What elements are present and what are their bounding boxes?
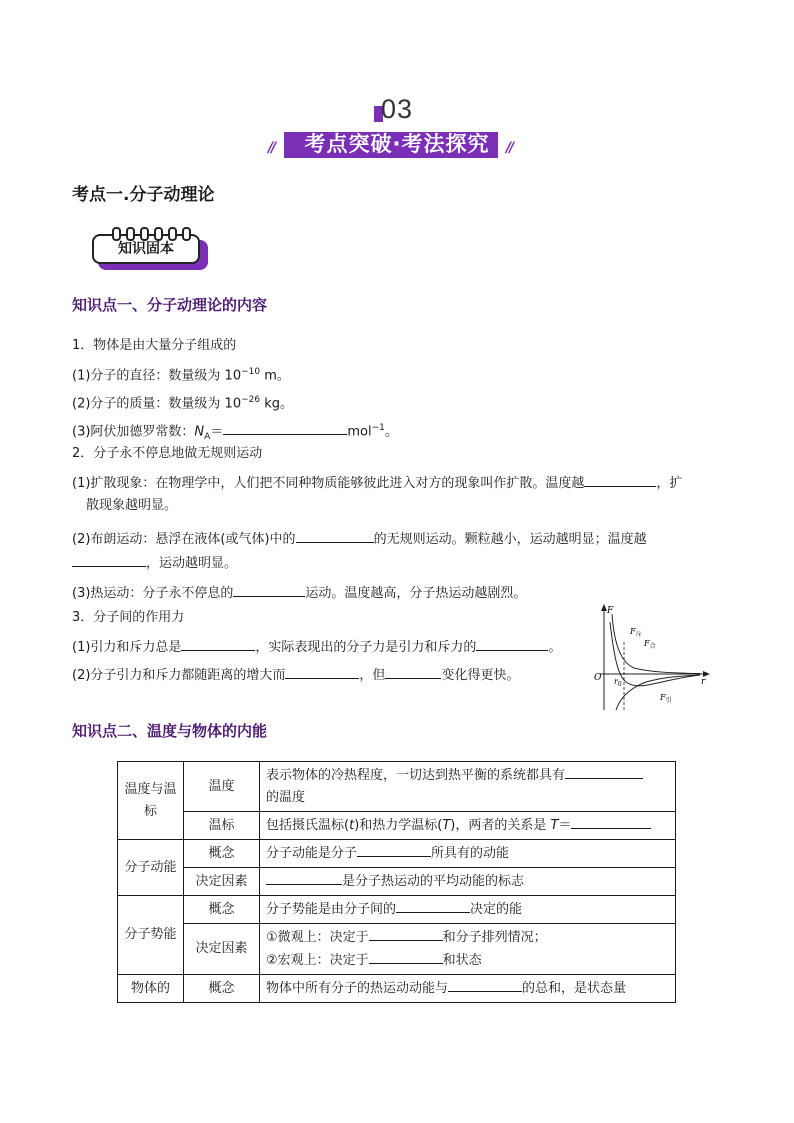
row-label: 温标 [184, 812, 260, 840]
row-label: 温度 [184, 762, 260, 812]
binder-ring-icon [112, 227, 121, 241]
answer-blank [476, 636, 548, 651]
row-content: 分子动能是分子 所具有的动能 [260, 840, 676, 868]
knowledge-badge: 知识固本 [92, 234, 200, 264]
kp1-line-3: (2)分子的质量：数量级为 $10^{-26}$ kg。 [72, 395, 294, 412]
kp2-title: 知识点二、温度与物体的内能 [72, 722, 268, 740]
banner-title: 考点突破·考法探究 [304, 132, 490, 156]
graph-label-O: O [594, 673, 602, 683]
kp1-title: 知识点一、分子动理论的内容 [72, 296, 268, 314]
banner-slash-left: // [268, 140, 275, 156]
row-content: 分子势能是由分子间的 决定的能 [260, 896, 676, 924]
kp1-line-7: (2)布朗运动：悬浮在液体(或气体)中的 的无规则运动。颗粒越小，运动越明显；温度越 [72, 528, 647, 550]
answer-blank [448, 977, 522, 992]
banner-slash-right: // [506, 140, 513, 156]
answer-blank [223, 420, 347, 435]
table-row [118, 762, 676, 812]
answer-blank [357, 842, 431, 857]
graph-label-F-repulsive: $F_斥$ [630, 627, 642, 638]
group-temperature: 温度与温标 [118, 762, 184, 840]
kp1-line-5: 2．分子永不停息地做无规则运动 [72, 446, 263, 461]
kp1-line-8: (3)热运动：分子永不停息的 运动。温度越高，分子热运动越剧烈。 [72, 582, 526, 604]
kp1-line-6b: 散现象越明显。 [86, 498, 178, 513]
attractive-curve [616, 675, 700, 710]
binder-ring-icon [168, 227, 177, 241]
row-content: 是分子热运动的平均动能的标志 [260, 868, 676, 896]
kp1-line-4: (3)阿伏加德罗常数：$N_A= mol^{-1}$。 [72, 418, 398, 447]
graph-label-F-net: $F_合$ [644, 639, 656, 650]
table-row [118, 975, 676, 1003]
kp1-line-1: 1．物体是由大量分子组成的 [72, 338, 237, 353]
answer-blank [584, 472, 656, 487]
group-object: 物体的 [118, 975, 184, 1003]
row-content: 包括摄氏温标(t)和热力学温标(T)，两者的关系是 T＝ [260, 812, 676, 840]
table-row [118, 924, 676, 975]
kp1-line-9: 3．分子间的作用力 [72, 610, 185, 625]
answer-blank [385, 664, 441, 679]
table-row [118, 868, 676, 896]
binder-ring-icon [126, 227, 135, 241]
row-content: 物体中所有分子的热运动动能与 的总和，是状态量 [260, 975, 676, 1003]
kp1-line-6: (1)扩散现象：在物理学中，人们把不同种物质能够彼此进入对方的现象叫作扩散。温度越 ，扩 [72, 472, 682, 494]
graph-label-F: F [607, 606, 614, 616]
answer-blank [285, 664, 359, 679]
graph-label-r: r [701, 677, 706, 687]
row-label: 概念 [184, 975, 260, 1003]
row-content: ①微观上：决定于 和分子排列情况； ②宏观上：决定于 和状态 [260, 924, 676, 975]
binder-ring-icon [140, 227, 149, 241]
molecular-force-graph [590, 602, 710, 712]
answer-blank [181, 636, 255, 651]
binder-ring-icon [182, 227, 191, 241]
temperature-internal-energy-table [117, 761, 676, 1003]
group-potential: 分子势能 [118, 896, 184, 975]
table-row [118, 896, 676, 924]
repulsive-curve [612, 614, 700, 674]
group-kinetic: 分子动能 [118, 840, 184, 896]
kp1-line-11: (2)分子引力和斥力都随距离的增大而 ，但 变化得更快。 [72, 664, 519, 686]
binder-ring-icon [154, 227, 163, 241]
table-row [118, 812, 676, 840]
row-label: 决定因素 [184, 868, 260, 896]
row-label: 决定因素 [184, 924, 260, 975]
answer-blank [72, 552, 146, 567]
kp1-line-2: (1)分子的直径：数量级为 $10^{-10}$ m。 [72, 367, 290, 384]
row-content: 表示物体的冷热程度，一切达到热平衡的系统都具有 的温度 [260, 762, 676, 812]
answer-blank [296, 528, 374, 543]
row-label: 概念 [184, 840, 260, 868]
kp1-line-10: (1)引力和斥力总是 ，实际表现出的分子力是引力和斥力的 。 [72, 636, 561, 658]
chapter-number: 03 [380, 94, 414, 124]
graph-label-r0: $r_0$ [614, 677, 622, 688]
section-title: 考点一.分子动理论 [72, 185, 215, 205]
answer-blank [369, 926, 443, 941]
answer-blank [565, 764, 643, 779]
answer-blank [233, 582, 305, 597]
row-label: 概念 [184, 896, 260, 924]
answer-blank [571, 814, 651, 829]
graph-label-F-attractive: $F_引$ [660, 693, 672, 704]
table-row [118, 840, 676, 868]
answer-blank [396, 898, 470, 913]
answer-blank [369, 949, 443, 964]
kp1-line-7b: ，运动越明显。 [72, 552, 237, 574]
answer-blank [266, 870, 342, 885]
